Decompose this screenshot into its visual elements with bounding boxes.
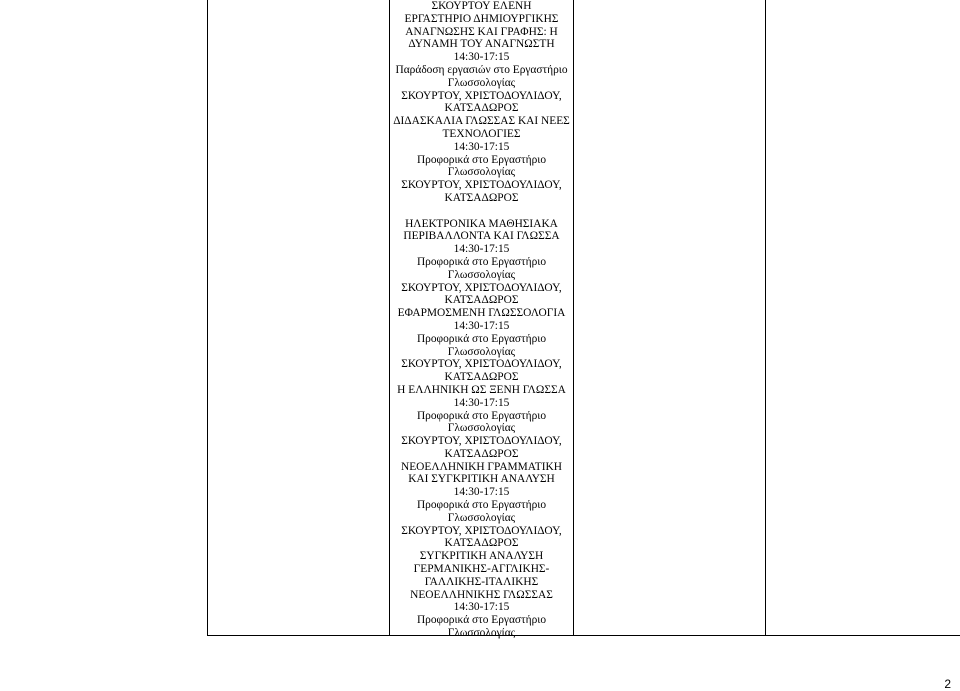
cell-text-line: ΚΑΤΣΑΔΩΡΟΣ [444, 371, 519, 384]
table-border-left [207, 0, 208, 636]
cell-text-line: ΚΑΤΣΑΔΩΡΟΣ [444, 294, 519, 307]
cell-text-line: ΣΚΟΥΡΤΟΥ ΕΛΕΝΗ [431, 0, 532, 12]
cell-text-line: Παράδοση εργασιών στο Εργαστήριο [395, 63, 568, 76]
cell-text-line: ΚΑΤΣΑΔΩΡΟΣ [444, 102, 519, 115]
cell-text-line: Προφορικά στο Εργαστήριο [416, 255, 547, 268]
cell-text-line: ΔΥΝΑΜΗ ΤΟΥ ΑΝΑΓΝΩΣΤΗ [408, 38, 555, 51]
cell-text-line: ΣΚΟΥΡΤΟΥ, ΧΡΙΣΤΟΔΟΥΛΙΔΟΥ, [401, 179, 562, 192]
cell-text-line: ΣΚΟΥΡΤΟΥ, ΧΡΙΣΤΟΔΟΥΛΙΔΟΥ, [401, 524, 562, 537]
cell-text-line: Προφορικά στο Εργαστήριο [416, 153, 547, 166]
table-border-bottom [207, 635, 960, 636]
cell-text-line: ΣΚΟΥΡΤΟΥ, ΧΡΙΣΤΟΔΟΥΛΙΔΟΥ, [401, 435, 562, 448]
cell-text-line: Γλωσσολογίας [447, 268, 516, 281]
cell-text-line: Προφορικά στο Εργαστήριο [416, 614, 547, 627]
cell-text-line: 14:30-17:15 [453, 319, 510, 332]
cell-text-line: ΠΕΡΙΒΑΛΛΟΝΤΑ ΚΑΙ ΓΛΩΣΣΑ [403, 230, 560, 243]
cell-text-line: ΤΕΧΝΟΛΟΓΙΕΣ [442, 127, 521, 140]
cell-text-line: Γλωσσολογίας [447, 422, 516, 435]
cell-text-line: ΓΕΡΜΑΝΙΚΗΣ-ΑΓΓΛΙΚΗΣ- [413, 563, 550, 576]
cell-text-line: ΣΚΟΥΡΤΟΥ, ΧΡΙΣΤΟΔΟΥΛΙΔΟΥ, [401, 89, 562, 102]
cell-text-line: ΝΕΟΕΛΛΗΝΙΚΗ ΓΡΑΜΜΑΤΙΚΗ [401, 460, 562, 473]
cell-text-line: Προφορικά στο Εργαστήριο [416, 499, 547, 512]
cell-text-line: Προφορικά στο Εργαστήριο [416, 409, 547, 422]
table-column-divider [765, 0, 766, 636]
cell-text-line: ΣΚΟΥΡΤΟΥ, ΧΡΙΣΤΟΔΟΥΛΙΔΟΥ, [401, 281, 562, 294]
cell-text-line: 14:30-17:15 [453, 601, 510, 614]
schedule-cell-exams [390, 0, 573, 640]
cell-text-line: ΚΑΙ ΣΥΓΚΡΙΤΙΚΗ ΑΝΑΛΥΣΗ [408, 473, 555, 486]
cell-text-line: 14:30-17:15 [453, 140, 510, 153]
cell-text-line: ΚΑΤΣΑΔΩΡΟΣ [444, 447, 519, 460]
cell-text-line: Γλωσσολογίας [447, 345, 516, 358]
cell-text-line: Η ΕΛΛΗΝΙΚΗ ΩΣ ΞΕΝΗ ΓΛΩΣΣΑ [397, 383, 566, 396]
cell-text-line: 14:30-17:15 [453, 486, 510, 499]
cell-text-line: ΔΙΔΑΣΚΑΛΙΑ ΓΛΩΣΣΑΣ ΚΑΙ ΝΕΕΣ [393, 115, 570, 128]
cell-text-line: 14:30-17:15 [453, 51, 510, 64]
cell-text-line: Προφορικά στο Εργαστήριο [416, 332, 547, 345]
page-number: 2 [944, 677, 951, 691]
cell-text-line: Γλωσσολογίας [447, 166, 516, 179]
cell-text-line: ΣΥΓΚΡΙΤΙΚΗ ΑΝΑΛΥΣΗ [419, 550, 544, 563]
cell-text-line: Γλωσσολογίας [447, 76, 516, 89]
cell-text-line: 14:30-17:15 [453, 243, 510, 256]
cell-text-line: ΝΕΟΕΛΛΗΝΙΚΗΣ ΓΛΩΣΣΑΣ [410, 588, 553, 601]
table-column-divider [573, 0, 574, 636]
cell-text-line: ΕΡΓΑΣΤΗΡΙΟ ΔΗΜΙΟΥΡΓΙΚΗΣ [404, 12, 559, 25]
cell-text-line: ΗΛΕΚΤΡΟΝΙΚΑ ΜΑΘΗΣΙΑΚΑ [405, 217, 558, 230]
cell-text-line: ΑΝΑΓΝΩΣΗΣ ΚΑΙ ΓΡΑΦΗΣ: Η [405, 25, 558, 38]
blank-line [390, 205, 573, 218]
cell-text-line: ΕΦΑΡΜΟΣΜΕΝΗ ΓΛΩΣΣΟΛΟΓΙΑ [397, 307, 566, 320]
cell-text-line: ΚΑΤΣΑΔΩΡΟΣ [444, 537, 519, 550]
cell-text-line: 14:30-17:15 [453, 396, 510, 409]
cell-text-line: ΓΑΛΛΙΚΗΣ-ΙΤΑΛΙΚΗΣ [424, 575, 539, 588]
cell-text-line: Γλωσσολογίας [447, 511, 516, 524]
cell-text-line: ΚΑΤΣΑΔΩΡΟΣ [444, 191, 519, 204]
cell-text-line: Γλωσσολογίας [447, 627, 516, 640]
cell-text-line: ΣΚΟΥΡΤΟΥ, ΧΡΙΣΤΟΔΟΥΛΙΔΟΥ, [401, 358, 562, 371]
